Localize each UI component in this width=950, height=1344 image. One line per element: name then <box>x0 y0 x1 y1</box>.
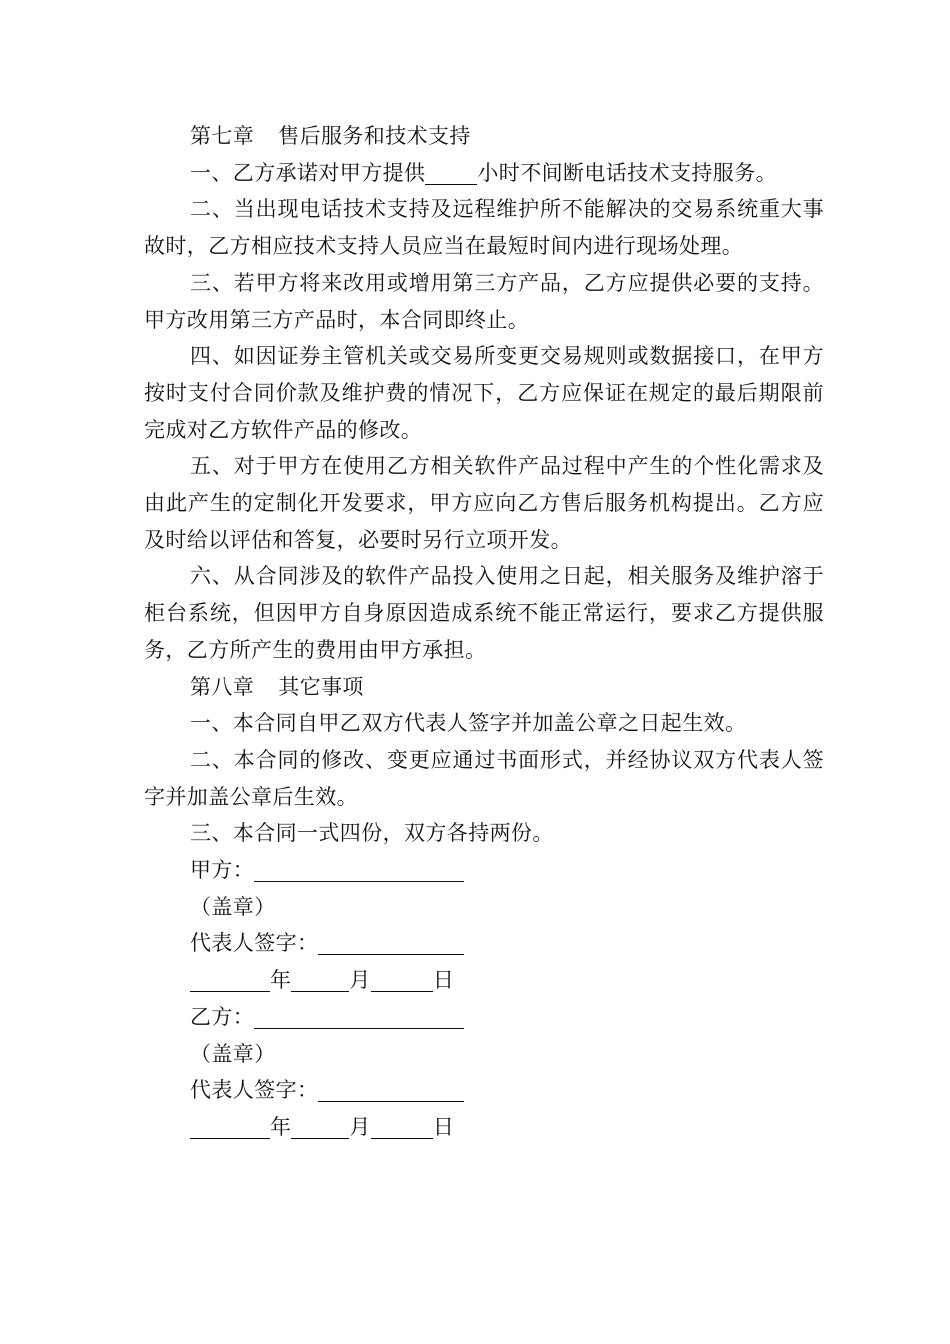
chapter-8-number: 第八章 <box>190 674 255 699</box>
chapter-7-item-6: 六、从合同涉及的软件产品投入使用之日起，相关服务及维护溶于柜台系统，但因甲方自身原因造成系统不能正常运行，要求乙方提供服务，乙方所产生的费用由甲方承担。 <box>144 564 824 662</box>
party-b-line <box>144 999 824 1036</box>
chapter-8-heading <box>144 669 824 706</box>
chapter-7-item-1 <box>144 155 824 192</box>
party-b-label: 乙方： <box>190 1004 255 1029</box>
party-b-rep-blank <box>318 1074 464 1102</box>
chapter-7-item-5: 五、对于甲方在使用乙方相关软件产品过程中产生的个性化需求及由此产生的定制化开发要求，甲方应向乙方售后服务机构提出。乙方应及时给以评估和答复，必要时另行立项开发。 <box>144 454 824 552</box>
party-b-seal: （盖章） <box>190 1041 276 1066</box>
phone-hours-blank <box>425 157 477 185</box>
chapter-7-heading <box>144 118 824 155</box>
chapter-8-item-2: 二、本合同的修改、变更应通过书面形式，并经协议双方代表人签字并加盖公章后生效。 <box>144 747 824 809</box>
contract-body <box>144 118 824 1146</box>
party-a-rep-blank <box>318 927 464 955</box>
party-b-date-line <box>144 1109 824 1146</box>
party-b-rep-line <box>144 1072 824 1109</box>
party-a-day-blank <box>371 964 433 992</box>
chapter-7-item-1-pre: 一、乙方承诺对甲方提供 <box>190 160 426 185</box>
party-b-day-label: 日 <box>432 1114 455 1139</box>
party-a-year-blank <box>190 964 270 992</box>
chapter-7-item-3: 三、若甲方将来改用或增用第三方产品，乙方应提供必要的支持。甲方改用第三方产品时，本合同即终止。 <box>144 270 824 332</box>
party-a-year-label: 年 <box>270 968 292 993</box>
party-a-month-label: 月 <box>349 968 371 993</box>
chapter-7-title: 售后服务和技术支持 <box>278 124 471 148</box>
party-a-month-blank <box>291 964 349 992</box>
party-a-line <box>144 852 824 889</box>
chapter-8-item-3: 三、本合同一式四份，双方各持两份。 <box>190 821 554 846</box>
party-a-rep-line <box>144 925 824 962</box>
party-b-month-blank <box>291 1111 349 1139</box>
party-a-label: 甲方： <box>190 858 255 883</box>
party-b-month-label: 月 <box>349 1114 371 1139</box>
party-a-rep-label: 代表人签字： <box>190 931 319 956</box>
chapter-7-item-2: 二、当出现电话技术支持及远程维护所不能解决的交易系统重大事故时，乙方相应技术支持人员应当在最短时间内进行现场处理。 <box>144 197 824 259</box>
chapter-8-item-1: 一、本合同自甲乙双方代表人签字并加盖公章之日起生效。 <box>190 711 747 736</box>
party-a-blank <box>254 854 464 882</box>
chapter-7-item-4: 四、如因证券主管机关或交易所变更交易规则或数据接口，在甲方按时支付合同价款及维护费的情况下，乙方应保证在规定的最后期限前完成对乙方软件产品的修改。 <box>144 344 824 442</box>
chapter-8-title: 其它事项 <box>278 674 364 699</box>
party-b-day-blank <box>371 1111 433 1139</box>
party-a-day-label: 日 <box>432 968 455 993</box>
party-a-seal: （盖章） <box>190 894 276 919</box>
party-b-year-blank <box>190 1111 270 1139</box>
party-b-year-label: 年 <box>270 1114 292 1139</box>
chapter-7-number: 第七章 <box>190 124 255 148</box>
chapter-7-item-1-post: 小时不间断电话技术支持服务。 <box>477 160 778 185</box>
party-b-rep-label: 代表人签字： <box>190 1078 319 1103</box>
party-b-blank <box>254 1001 464 1029</box>
party-a-date-line <box>144 962 824 999</box>
